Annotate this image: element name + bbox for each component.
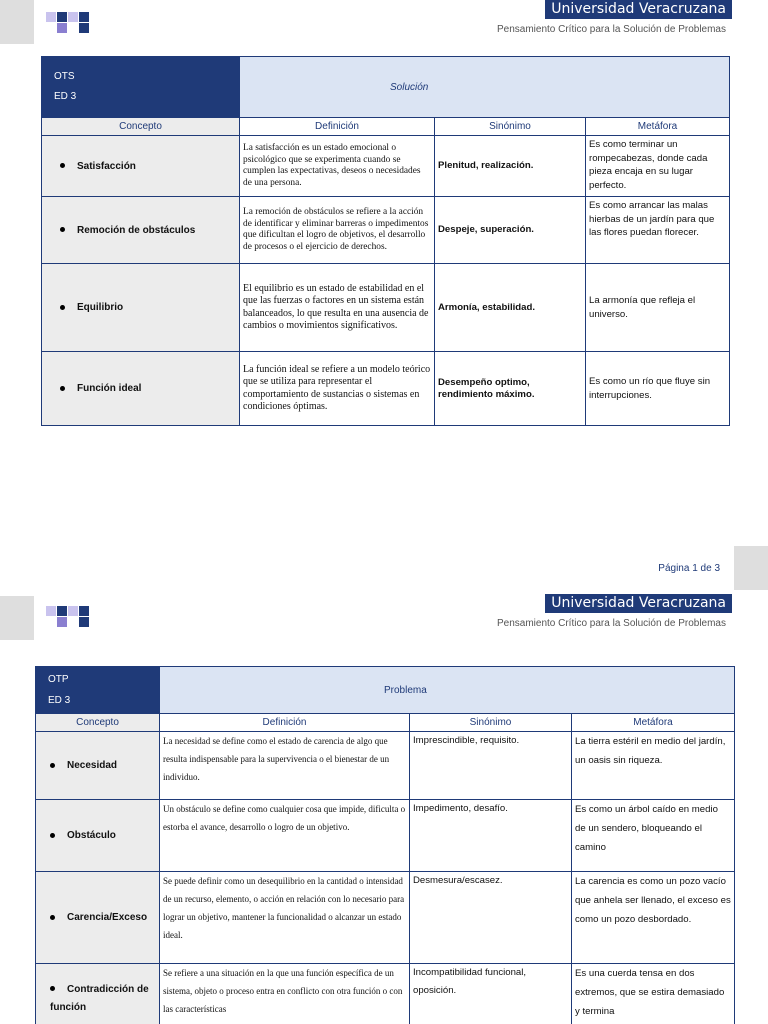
bullet-icon [50,915,55,920]
column-header-definicion: Definición [240,118,435,136]
concept-cell: Obstáculo [36,800,160,872]
metaphor-cell: Es como un río que fluye sin interrupciones. [586,352,730,426]
table-row [42,264,730,352]
table-title: Problema [160,667,735,714]
page-corner-tab [0,0,34,44]
synonym-cell: Imprescindible, requisito. [410,732,572,800]
definition-cell: Se puede definir como un desequilibrio en la cantidad o intensidad de un recurso, elemento, o acción en relación con lo necesario para lograr un objetivo, mantener la funcionalidad o alcanzar un estado ideal. [160,872,410,964]
concept-cell: Remoción de obstáculos [42,197,240,264]
bullet-icon [60,163,65,168]
page-number: Página 1 de 3 [658,563,720,574]
table-code-line1: OTP [48,674,69,685]
column-header-metafora: Metáfora [572,714,735,732]
definition-cell: La función ideal se refiere a un modelo teórico que se utiliza para representar el comportamiento de sustancias o sistemas en condiciones óptimas. [240,352,435,426]
document-page-2 [0,590,768,1024]
university-logo-icon [46,12,98,34]
concept-cell: Equilibrio [42,264,240,352]
metaphor-cell: Es una cuerda tensa en dos extremos, que se estira demasiado y termina [572,964,735,1024]
university-name: Universidad Veracruzana [545,594,732,613]
metaphor-cell: Es como arrancar las malas hierbas de un jardín para que las flores puedan florecer. [586,197,730,264]
column-header-concepto: Concepto [36,714,160,732]
bullet-icon [60,386,65,391]
university-logo-icon [46,606,98,628]
concept-cell: Necesidad [36,732,160,800]
bullet-icon [60,227,65,232]
table-row [36,732,735,800]
university-name: Universidad Veracruzana [545,0,732,19]
column-header-concepto: Concepto [42,118,240,136]
course-name: Pensamiento Crítico para la Solución de Problemas [496,24,726,35]
synonym-cell: Plenitud, realización. [435,136,586,197]
metaphor-cell: Es como terminar un rompecabezas, donde cada pieza encaja en su lugar perfecto. [586,136,730,197]
metaphor-cell: La carencia es como un pozo vacío que anhela ser llenado, el exceso es como un pozo desbordado. [572,872,735,964]
table-row [42,197,730,264]
solution-table [41,56,730,426]
synonym-cell: Armonía, estabilidad. [435,264,586,352]
synonym-cell: Incompatibilidad funcional, oposición. [410,964,572,1024]
concept-cell: Satisfacción [42,136,240,197]
table-row [36,800,735,872]
column-header-definicion: Definición [160,714,410,732]
page-corner-tab [0,596,34,640]
definition-cell: La satisfacción es un estado emocional o psicológico que se experimenta cuando se cumplen las expectativas, deseos o necesidades de una persona. [240,136,435,197]
bullet-icon [50,986,55,991]
bullet-icon [60,305,65,310]
table-row [42,352,730,426]
metaphor-cell: La armonía que refleja el universo. [586,264,730,352]
table-code-line2: ED 3 [48,695,71,706]
synonym-cell: Desempeño optimo, rendimiento máximo. [435,352,586,426]
concept-cell: Carencia/Exceso [36,872,160,964]
definition-cell: La remoción de obstáculos se refiere a la acción de identificar y eliminar barreras o impedimentos que dificultan el logro de objetivos, el desarrollo de procesos o el ejercicio de derechos. [240,197,435,264]
metaphor-cell: La tierra estéril en medio del jardín, un oasis sin riqueza. [572,732,735,800]
column-header-sinonimo: Sinónimo [410,714,572,732]
table-code-cell [36,667,160,714]
metaphor-cell: Es como un árbol caído en medio de un sendero, bloqueando el camino [572,800,735,872]
table-code-line1: OTS [54,71,75,82]
table-code-line2: ED 3 [54,91,77,102]
synonym-cell: Desmesura/escasez. [410,872,572,964]
definition-cell: Un obstáculo se define como cualquier cosa que impide, dificulta o estorba el avance, desarrollo o logro de un objetivo. [160,800,410,872]
definition-cell: La necesidad se define como el estado de carencia de algo que resulta indispensable para la supervivencia o el bienestar de un individuo. [160,732,410,800]
table-row [36,964,735,1024]
table-title: Solución [240,57,730,118]
bullet-icon [50,833,55,838]
column-header-metafora: Metáfora [586,118,730,136]
concept-cell: Función ideal [42,352,240,426]
page-corner-tab [734,546,768,590]
bullet-icon [50,763,55,768]
column-header-sinonimo: Sinónimo [435,118,586,136]
course-name: Pensamiento Crítico para la Solución de Problemas [496,618,726,629]
concept-cell: Contradicción de función [36,964,160,1024]
synonym-cell: Despeje, superación. [435,197,586,264]
table-row [42,136,730,197]
problem-table [35,666,735,1024]
definition-cell: El equilibrio es un estado de estabilidad en el que las fuerzas o factores en un sistema están balanceados, lo que resulta en una ausencia de cambios o movimientos significativos. [240,264,435,352]
definition-cell: Se refiere a una situación en la que una función específica de un sistema, objeto o proceso entra en conflicto con otra función o con las características [160,964,410,1024]
table-code-cell [42,57,240,118]
table-row [36,872,735,964]
synonym-cell: Impedimento, desafío. [410,800,572,872]
